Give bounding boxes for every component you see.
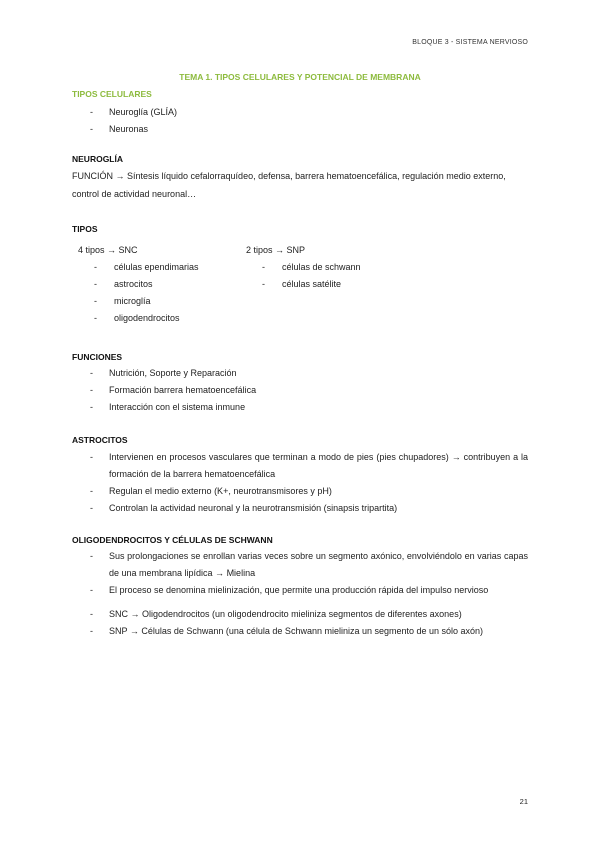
funciones-list xyxy=(72,365,528,416)
neuroglia-heading: NEUROGLÍA xyxy=(72,154,123,164)
tipos-celulares-section xyxy=(72,104,528,138)
section-subtitle: TIPOS CELULARES xyxy=(72,89,152,99)
snp-title: 2 tipos → SNP xyxy=(246,245,306,255)
list-item: - microglía xyxy=(72,293,199,310)
snc-list xyxy=(72,259,199,327)
list-item: - células satélite xyxy=(240,276,361,293)
oligo-list xyxy=(72,548,528,599)
page-title: TEMA 1. TIPOS CELULARES Y POTENCIAL DE MEMBRANA xyxy=(179,72,421,82)
snp-list xyxy=(240,259,361,293)
tipos-celulares-list xyxy=(72,104,528,138)
funciones-heading: FUNCIONES xyxy=(72,352,123,362)
list-item: - SNP → Células de Schwann (una célula de Schwann mieliniza un segmento de un sólo axón) xyxy=(72,623,528,640)
list-item: - Nutrición, Soporte y Reparación xyxy=(72,365,528,382)
astrocitos-list xyxy=(72,449,528,517)
page-number: 21 xyxy=(519,797,528,806)
list-item: - Controlan la actividad neuronal y la neurotransmisión (sinapsis tripartita) xyxy=(72,500,528,517)
snc-column xyxy=(72,242,199,327)
astrocitos-heading: ASTROCITOS xyxy=(72,435,128,445)
list-item: - Formación barrera hematoencefálica xyxy=(72,382,528,399)
list-item: - oligodendrocitos xyxy=(72,310,199,327)
neuroglia-section xyxy=(72,154,528,203)
list-item: - células de schwann xyxy=(240,259,361,276)
tipos-heading: TIPOS xyxy=(72,224,98,234)
list-item: - SNC → Oligodendrocitos (un oligodendrocito mieliniza segmentos de diferentes axones) xyxy=(72,606,528,623)
funciones-section xyxy=(72,352,528,416)
list-item: - El proceso se denomina mielinización, que permite una producción rápida del impulso nervioso xyxy=(72,582,528,599)
list-item: - Regulan el medio externo (K+, neurotransmisores y pH) xyxy=(72,483,528,500)
neuroglia-function-text: FUNCIÓN → Síntesis líquido cefalorraquídeo, defensa, barrera hematoencefálica, regulación medio externo, control de actividad neuronal… xyxy=(72,171,506,199)
tipos-heading-wrap xyxy=(72,224,528,234)
snp-column xyxy=(240,242,361,293)
list-item: - Intervienen en procesos vasculares que terminan a modo de pies (pies chupadores) → contribuyen a la formación de la barrera hematoencefálica xyxy=(72,449,528,483)
list-item: - células ependimarias xyxy=(72,259,199,276)
astrocitos-section xyxy=(72,435,528,517)
list-item: - astrocitos xyxy=(72,276,199,293)
oligo-heading: OLIGODENDROCITOS Y CÉLULAS DE SCHWANN xyxy=(72,535,273,545)
oligo-list-2 xyxy=(72,606,528,640)
oligo-section xyxy=(72,535,528,640)
list-item: - Neuroglía (GLÍA) xyxy=(72,104,528,121)
list-item: - Interacción con el sistema inmune xyxy=(72,399,528,416)
list-item: - Sus prolongaciones se enrollan varias veces sobre un segmento axónico, envolviéndolo en varias capas de una membrana lipídica → Mielina xyxy=(72,548,528,582)
running-header: BLOQUE 3 - SISTEMA NERVIOSO xyxy=(412,39,528,46)
list-item: - Neuronas xyxy=(72,121,528,138)
snc-title: 4 tipos → SNC xyxy=(78,245,138,255)
